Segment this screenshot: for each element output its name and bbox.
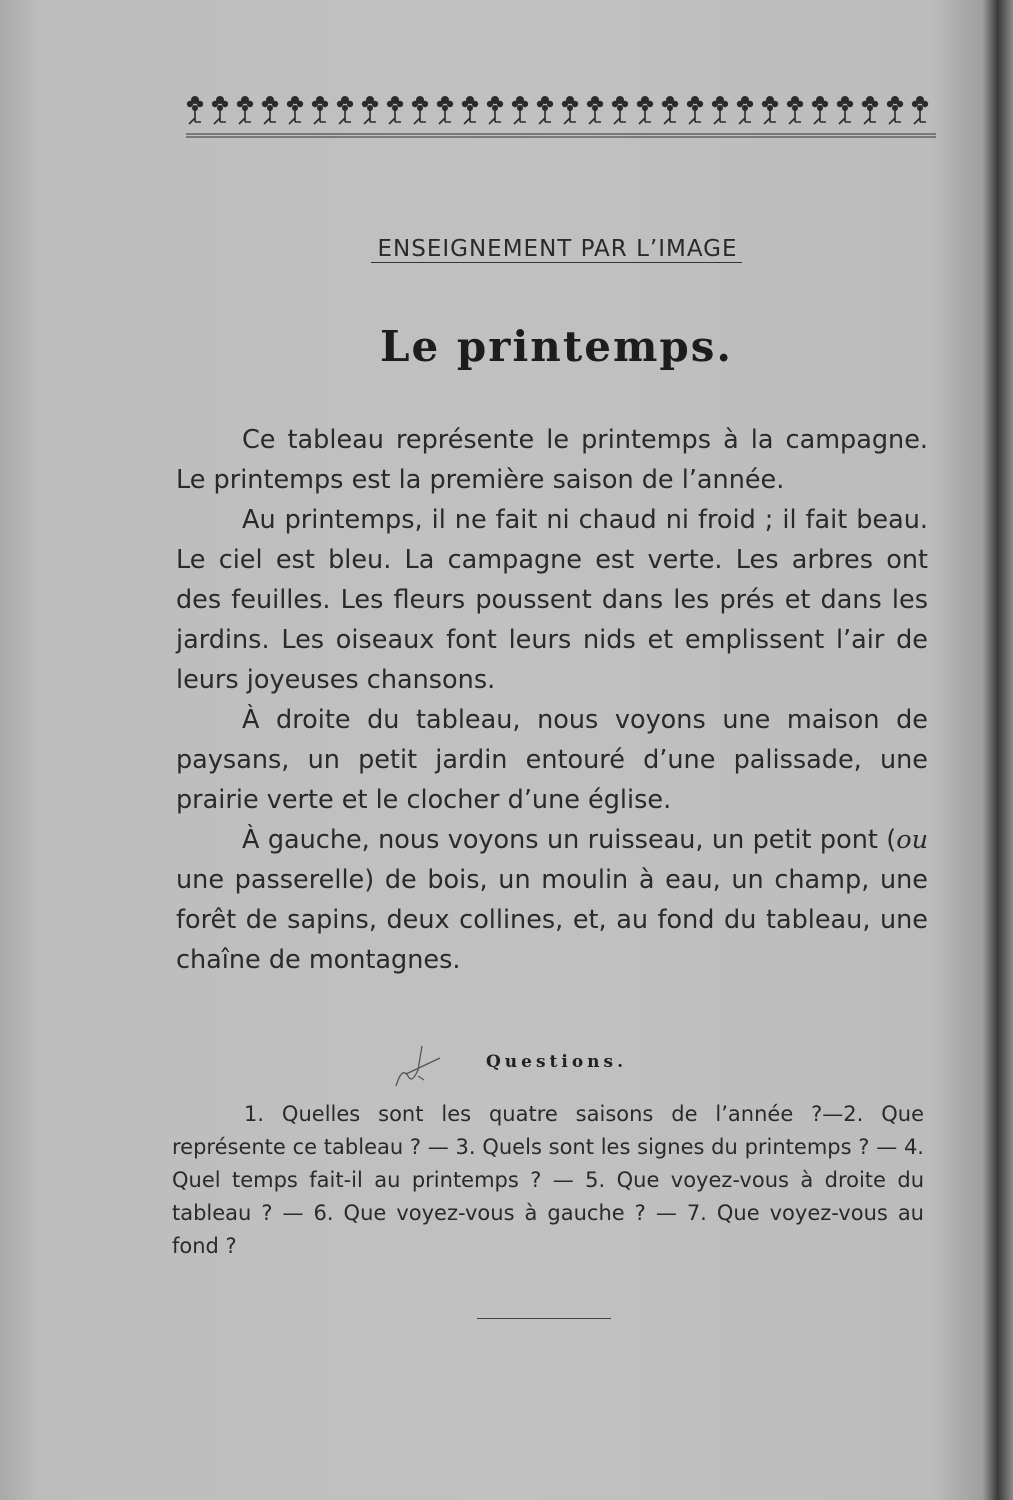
lesson-body (176, 420, 928, 980)
page-title: Le printemps. (379, 322, 734, 371)
questions-text: 1. Quelles sont les quatre saisons de l’année ?—2. Que représente ce tableau ? — 3. Quels sont les signes du printemps ? — 4. Quel temps fait-il au printemps ? — 5. Que voyez-vous à droite du tableau ? — 6. Que voyez-vous à gauche ? — 7. Que voyez-vous au fond ? (172, 1102, 924, 1258)
paragraph: Au printemps, il ne fait ni chaud ni froid ; il fait beau. Le ciel est bleu. La campagne est verte. Les arbres ont des feuilles. Les fleurs poussent dans les prés et dans les jardins. Les oiseaux font leurs nids et emplissent l’air de leurs joyeuses chansons. (176, 505, 928, 695)
paragraph-last (176, 820, 928, 980)
end-divider (477, 1318, 611, 1319)
floral-border-ornament (186, 92, 936, 138)
paragraph: À droite du tableau, nous voyons une maison de paysans, un petit jardin entouré d’une palissade, une prairie verte et le clocher d’une église. (176, 705, 928, 815)
kicker-text: ENSEIGNEMENT PAR L’IMAGE (371, 236, 741, 263)
paragraph-text-before: À gauche, nous voyons un ruisseau, un petit pont ( (242, 825, 897, 855)
paragraph: Ce tableau représente le printemps à la campagne. Le printemps est la première saison de l’année. (176, 425, 928, 495)
paragraph-italic-word: ou (896, 825, 928, 855)
paragraph-text-after: une passerelle) de bois, un moulin à eau, un champ, une forêt de sapins, deux collines, et, au fond du tableau, une chaîne de montagnes. (176, 865, 928, 975)
questions-heading: Questions. (485, 1052, 628, 1072)
section-kicker (0, 236, 1013, 263)
